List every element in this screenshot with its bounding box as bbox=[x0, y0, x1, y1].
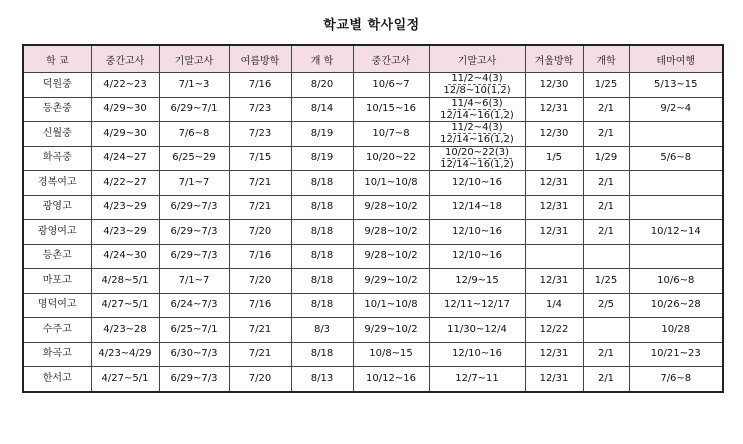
schedule-table bbox=[22, 44, 724, 393]
summer-break-cell: 7/20 bbox=[229, 367, 291, 392]
school-cell: 등촌중 bbox=[23, 97, 91, 122]
winter-break-cell: 1/5 bbox=[525, 146, 583, 171]
final-1-cell: 6/29~7/3 bbox=[159, 195, 229, 220]
opening-2-cell: 1/25 bbox=[583, 73, 629, 98]
midterm-2-cell: 10/20~22 bbox=[353, 146, 429, 171]
summer-break-cell: 7/21 bbox=[229, 171, 291, 196]
table-row bbox=[23, 122, 723, 147]
midterm-2-cell: 10/1~10/8 bbox=[353, 293, 429, 318]
midterm-2-cell: 9/28~10/2 bbox=[353, 220, 429, 245]
header-winter-break: 겨울방학 bbox=[525, 45, 583, 73]
midterm-1-cell: 4/23~4/29 bbox=[91, 342, 159, 367]
final-2-cell bbox=[429, 122, 525, 147]
header-final-2: 기말고사 bbox=[429, 45, 525, 73]
final-1-cell: 6/25~7/1 bbox=[159, 318, 229, 343]
summer-break-cell: 7/21 bbox=[229, 342, 291, 367]
school-cell: 명덕여고 bbox=[23, 293, 91, 318]
winter-break-cell: 12/31 bbox=[525, 269, 583, 294]
table-row bbox=[23, 195, 723, 220]
final-2-cell: 11/30~12/4 bbox=[429, 318, 525, 343]
summer-break-cell: 7/16 bbox=[229, 244, 291, 269]
final-2-grade12: 12/8~10(1,2) bbox=[443, 85, 511, 97]
theme-trip-cell bbox=[629, 122, 723, 147]
opening-1-cell: 8/19 bbox=[291, 122, 353, 147]
final-2-grade12: 12/14~16(1,2) bbox=[440, 158, 514, 170]
midterm-1-cell: 4/27~5/1 bbox=[91, 293, 159, 318]
winter-break-cell: 12/31 bbox=[525, 195, 583, 220]
opening-1-cell: 8/18 bbox=[291, 220, 353, 245]
final-1-cell: 7/1~7 bbox=[159, 171, 229, 196]
midterm-1-cell: 4/28~5/1 bbox=[91, 269, 159, 294]
final-1-cell: 6/29~7/3 bbox=[159, 244, 229, 269]
theme-trip-cell: 10/6~8 bbox=[629, 269, 723, 294]
school-cell: 광영고 bbox=[23, 195, 91, 220]
midterm-1-cell: 4/23~29 bbox=[91, 195, 159, 220]
midterm-1-cell: 4/29~30 bbox=[91, 97, 159, 122]
header-midterm-2: 중간고사 bbox=[353, 45, 429, 73]
opening-1-cell: 8/18 bbox=[291, 244, 353, 269]
final-2-cell: 12/7~11 bbox=[429, 367, 525, 392]
winter-break-cell: 12/31 bbox=[525, 220, 583, 245]
final-2-cell bbox=[429, 97, 525, 122]
midterm-1-cell: 4/23~29 bbox=[91, 220, 159, 245]
table-row bbox=[23, 293, 723, 318]
final-2-cell: 12/10~16 bbox=[429, 171, 525, 196]
midterm-2-cell: 10/7~8 bbox=[353, 122, 429, 147]
school-cell: 광영여고 bbox=[23, 220, 91, 245]
final-2-grade3: 11/2~4(3) bbox=[448, 122, 505, 134]
table-row bbox=[23, 220, 723, 245]
final-1-cell: 6/29~7/1 bbox=[159, 97, 229, 122]
page-title: 학교별 학사일정 bbox=[323, 18, 420, 33]
final-2-grade3: 11/2~4(3) bbox=[448, 73, 505, 85]
opening-1-cell: 8/13 bbox=[291, 367, 353, 392]
opening-2-cell: 1/29 bbox=[583, 146, 629, 171]
school-cell: 한서고 bbox=[23, 367, 91, 392]
opening-2-cell: 2/5 bbox=[583, 293, 629, 318]
opening-2-cell bbox=[583, 244, 629, 269]
midterm-1-cell: 4/27~5/1 bbox=[91, 367, 159, 392]
summer-break-cell: 7/21 bbox=[229, 318, 291, 343]
summer-break-cell: 7/23 bbox=[229, 122, 291, 147]
opening-2-cell: 2/1 bbox=[583, 122, 629, 147]
table-row bbox=[23, 367, 723, 392]
final-1-cell: 7/1~3 bbox=[159, 73, 229, 98]
opening-2-cell: 2/1 bbox=[583, 171, 629, 196]
opening-1-cell: 8/14 bbox=[291, 97, 353, 122]
final-1-cell: 7/1~7 bbox=[159, 269, 229, 294]
final-2-cell: 12/10~16 bbox=[429, 342, 525, 367]
school-cell: 화곡고 bbox=[23, 342, 91, 367]
final-2-cell bbox=[429, 146, 525, 171]
winter-break-cell: 12/31 bbox=[525, 171, 583, 196]
table-row bbox=[23, 171, 723, 196]
table-row bbox=[23, 269, 723, 294]
table-row bbox=[23, 342, 723, 367]
final-2-grade3: 11/4~6(3) bbox=[448, 98, 505, 110]
opening-1-cell: 8/19 bbox=[291, 146, 353, 171]
winter-break-cell: 12/22 bbox=[525, 318, 583, 343]
opening-2-cell: 2/1 bbox=[583, 97, 629, 122]
winter-break-cell: 1/4 bbox=[525, 293, 583, 318]
theme-trip-cell: 10/21~23 bbox=[629, 342, 723, 367]
theme-trip-cell: 10/28 bbox=[629, 318, 723, 343]
opening-1-cell: 8/18 bbox=[291, 171, 353, 196]
midterm-2-cell: 9/28~10/2 bbox=[353, 244, 429, 269]
final-2-grade3: 10/20~22(3) bbox=[442, 147, 512, 159]
midterm-2-cell: 9/28~10/2 bbox=[353, 195, 429, 220]
header-midterm-1: 중간고사 bbox=[91, 45, 159, 73]
table-row bbox=[23, 146, 723, 171]
midterm-1-cell: 4/24~30 bbox=[91, 244, 159, 269]
midterm-2-cell: 10/12~16 bbox=[353, 367, 429, 392]
opening-2-cell: 2/1 bbox=[583, 367, 629, 392]
school-cell: 수주고 bbox=[23, 318, 91, 343]
winter-break-cell bbox=[525, 244, 583, 269]
winter-break-cell: 12/31 bbox=[525, 342, 583, 367]
final-1-cell: 6/29~7/3 bbox=[159, 220, 229, 245]
theme-trip-cell: 9/2~4 bbox=[629, 97, 723, 122]
midterm-1-cell: 4/29~30 bbox=[91, 122, 159, 147]
header-school: 학 교 bbox=[23, 45, 91, 73]
final-2-cell: 12/14~18 bbox=[429, 195, 525, 220]
summer-break-cell: 7/15 bbox=[229, 146, 291, 171]
final-2-grade12: 12/14~16(1,2) bbox=[440, 109, 514, 121]
final-2-cell: 12/9~15 bbox=[429, 269, 525, 294]
winter-break-cell: 12/31 bbox=[525, 97, 583, 122]
school-cell: 신월중 bbox=[23, 122, 91, 147]
header-theme-trip: 테마여행 bbox=[629, 45, 723, 73]
summer-break-cell: 7/16 bbox=[229, 73, 291, 98]
opening-1-cell: 8/20 bbox=[291, 73, 353, 98]
theme-trip-cell: 10/12~14 bbox=[629, 220, 723, 245]
midterm-1-cell: 4/22~23 bbox=[91, 73, 159, 98]
final-1-cell: 6/25~29 bbox=[159, 146, 229, 171]
summer-break-cell: 7/20 bbox=[229, 220, 291, 245]
theme-trip-cell: 10/26~28 bbox=[629, 293, 723, 318]
opening-2-cell bbox=[583, 318, 629, 343]
header-summer-break: 여름방학 bbox=[229, 45, 291, 73]
final-2-cell: 12/10~16 bbox=[429, 244, 525, 269]
summer-break-cell: 7/16 bbox=[229, 293, 291, 318]
final-1-cell: 7/6~8 bbox=[159, 122, 229, 147]
midterm-2-cell: 10/1~10/8 bbox=[353, 171, 429, 196]
theme-trip-cell bbox=[629, 244, 723, 269]
opening-2-cell: 2/1 bbox=[583, 220, 629, 245]
final-1-cell: 6/29~7/3 bbox=[159, 367, 229, 392]
opening-1-cell: 8/3 bbox=[291, 318, 353, 343]
header-opening-2: 개학 bbox=[583, 45, 629, 73]
opening-1-cell: 8/18 bbox=[291, 195, 353, 220]
table-row bbox=[23, 318, 723, 343]
final-1-cell: 6/30~7/3 bbox=[159, 342, 229, 367]
winter-break-cell: 12/31 bbox=[525, 367, 583, 392]
opening-2-cell: 1/25 bbox=[583, 269, 629, 294]
table-row bbox=[23, 244, 723, 269]
final-2-grade12: 12/14~16(1,2) bbox=[440, 134, 514, 146]
school-cell: 화곡중 bbox=[23, 146, 91, 171]
final-2-split bbox=[430, 147, 525, 170]
theme-trip-cell: 7/6~8 bbox=[629, 367, 723, 392]
final-2-split bbox=[430, 73, 525, 96]
final-2-cell: 12/11~12/17 bbox=[429, 293, 525, 318]
header-row bbox=[23, 45, 723, 73]
theme-trip-cell: 5/13~15 bbox=[629, 73, 723, 98]
theme-trip-cell: 5/6~8 bbox=[629, 146, 723, 171]
midterm-2-cell: 10/6~7 bbox=[353, 73, 429, 98]
school-cell: 덕원중 bbox=[23, 73, 91, 98]
opening-2-cell: 2/1 bbox=[583, 342, 629, 367]
final-2-cell: 12/10~16 bbox=[429, 220, 525, 245]
midterm-2-cell: 9/29~10/2 bbox=[353, 318, 429, 343]
midterm-1-cell: 4/24~27 bbox=[91, 146, 159, 171]
winter-break-cell: 12/30 bbox=[525, 73, 583, 98]
header-final-1: 기말고사 bbox=[159, 45, 229, 73]
final-1-cell: 6/24~7/3 bbox=[159, 293, 229, 318]
summer-break-cell: 7/23 bbox=[229, 97, 291, 122]
opening-2-cell: 2/1 bbox=[583, 195, 629, 220]
table-row bbox=[23, 73, 723, 98]
theme-trip-cell bbox=[629, 171, 723, 196]
opening-1-cell: 8/18 bbox=[291, 293, 353, 318]
header-opening-1: 개 학 bbox=[291, 45, 353, 73]
final-2-split bbox=[430, 122, 525, 145]
school-cell: 등촌고 bbox=[23, 244, 91, 269]
school-cell: 경복여고 bbox=[23, 171, 91, 196]
midterm-1-cell: 4/22~27 bbox=[91, 171, 159, 196]
school-cell: 마포고 bbox=[23, 269, 91, 294]
midterm-2-cell: 10/15~16 bbox=[353, 97, 429, 122]
midterm-2-cell: 10/8~15 bbox=[353, 342, 429, 367]
winter-break-cell: 12/30 bbox=[525, 122, 583, 147]
opening-1-cell: 8/18 bbox=[291, 269, 353, 294]
theme-trip-cell bbox=[629, 195, 723, 220]
summer-break-cell: 7/21 bbox=[229, 195, 291, 220]
table-row bbox=[23, 97, 723, 122]
opening-1-cell: 8/18 bbox=[291, 342, 353, 367]
final-2-split bbox=[430, 98, 525, 121]
final-2-cell bbox=[429, 73, 525, 98]
summer-break-cell: 7/20 bbox=[229, 269, 291, 294]
midterm-2-cell: 9/29~10/2 bbox=[353, 269, 429, 294]
midterm-1-cell: 4/23~28 bbox=[91, 318, 159, 343]
